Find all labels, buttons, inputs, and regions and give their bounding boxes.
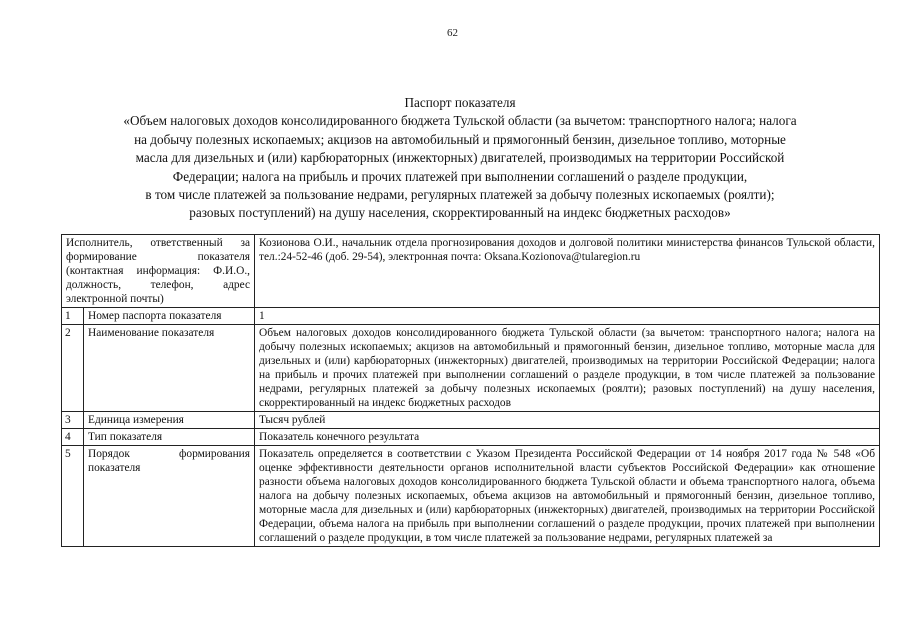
row-value: Объем налоговых доходов консолидированного бюджета Тульской области (за вычетом: транспортного налога; налога на добычу полезных ископаемых; акцизов на автомобильный и прямогонный бензин, дизельное топливо, моторные масла для дизельных и (или) карбюраторных (инжекторных) двигателей, производимых на территории Российской Федерации; налога на прибыль и прочих платежей при выполнении соглашений о разделе продукции, в том числе платежей за пользование недрами, регулярных платежей за добычу полезных ископаемых (роялти); разовых поступлений) на душу населения, скорректированный на индекс бюджетных расходов [255, 325, 880, 412]
title-heading: Паспорт показателя [404, 95, 516, 110]
table-row [62, 429, 880, 446]
title-line: на добычу полезных ископаемых; акцизов на автомобильный и прямогонный бензин, дизельное топливо, моторные [134, 131, 786, 147]
row-name: Наименование показателя [84, 325, 255, 412]
row-number: 3 [62, 412, 84, 429]
row-number: 2 [62, 325, 84, 412]
row-number: 1 [62, 308, 84, 325]
table-row [62, 412, 880, 429]
row-name: Тип показателя [84, 429, 255, 446]
row-value: Тысяч рублей [255, 412, 880, 429]
row-name: Единица измерения [84, 412, 255, 429]
title-line: масла для дизельных и (или) карбюраторных (инжекторных) двигателей, производимых на территории Российской [135, 150, 785, 166]
page-number: 62 [447, 27, 458, 39]
row-value: 1 [255, 308, 880, 325]
row-value: Показатель конечного результата [255, 429, 880, 446]
executor-value: Козионова О.И., начальник отдела прогнозирования доходов и долговой политики министерства финансов Тульской области, тел.:24-52-46 (доб. 29-54), электронная почта: Oksana.Kozionova@tularegion.ru [255, 235, 880, 308]
passport-table [61, 234, 880, 547]
title-line: «Объем налоговых доходов консолидированного бюджета Тульской области (за вычетом: транспортного налога; налога [123, 113, 797, 129]
table-row-executor [62, 235, 880, 308]
document-title [50, 94, 870, 223]
title-line: в том числе платежей за пользование недрами, регулярных платежей за добычу полезных ископаемых (роялти); [145, 187, 775, 203]
row-name: Порядок формирования показателя [84, 446, 255, 547]
row-value: Показатель определяется в соответствии с Указом Президента Российской Федерации от 14 ноября 2017 года № 548 «Об оценке эффективности деятельности органов исполнительной власти субъектов Российской Федерации» как отношение разности объема налоговых доходов консолидированного бюджета Тульской области и объема транспортного налога, объема налога на добычу полезных ископаемых, объема акцизов на автомобильный и прямогонный бензин, дизельное топливо, моторные масла для дизельных и (или) карбюраторных (инжекторных) двигателей, производимых на территории Российской Федерации, объема налога на прибыль при выполнении соглашений о разделе продукции, прочих платежей при выполнении соглашений о разделе продукции, в том числе платежей за пользование недрами, регулярных платежей за [255, 446, 880, 547]
row-name: Номер паспорта показателя [84, 308, 255, 325]
executor-label: Исполнитель, ответственный за формирование показателя (контактная информация: Ф.И.О., должность, телефон, адрес электронной почты) [62, 235, 255, 308]
table-row [62, 308, 880, 325]
title-line: разовых поступлений) на душу населения, скорректированный на индекс бюджетных расходов» [189, 205, 731, 221]
table-row [62, 446, 880, 547]
title-line: Федерации; налога на прибыль и прочих платежей при выполнении соглашений о разделе продукции, [172, 168, 748, 184]
row-number: 5 [62, 446, 84, 547]
table-row [62, 325, 880, 412]
row-number: 4 [62, 429, 84, 446]
